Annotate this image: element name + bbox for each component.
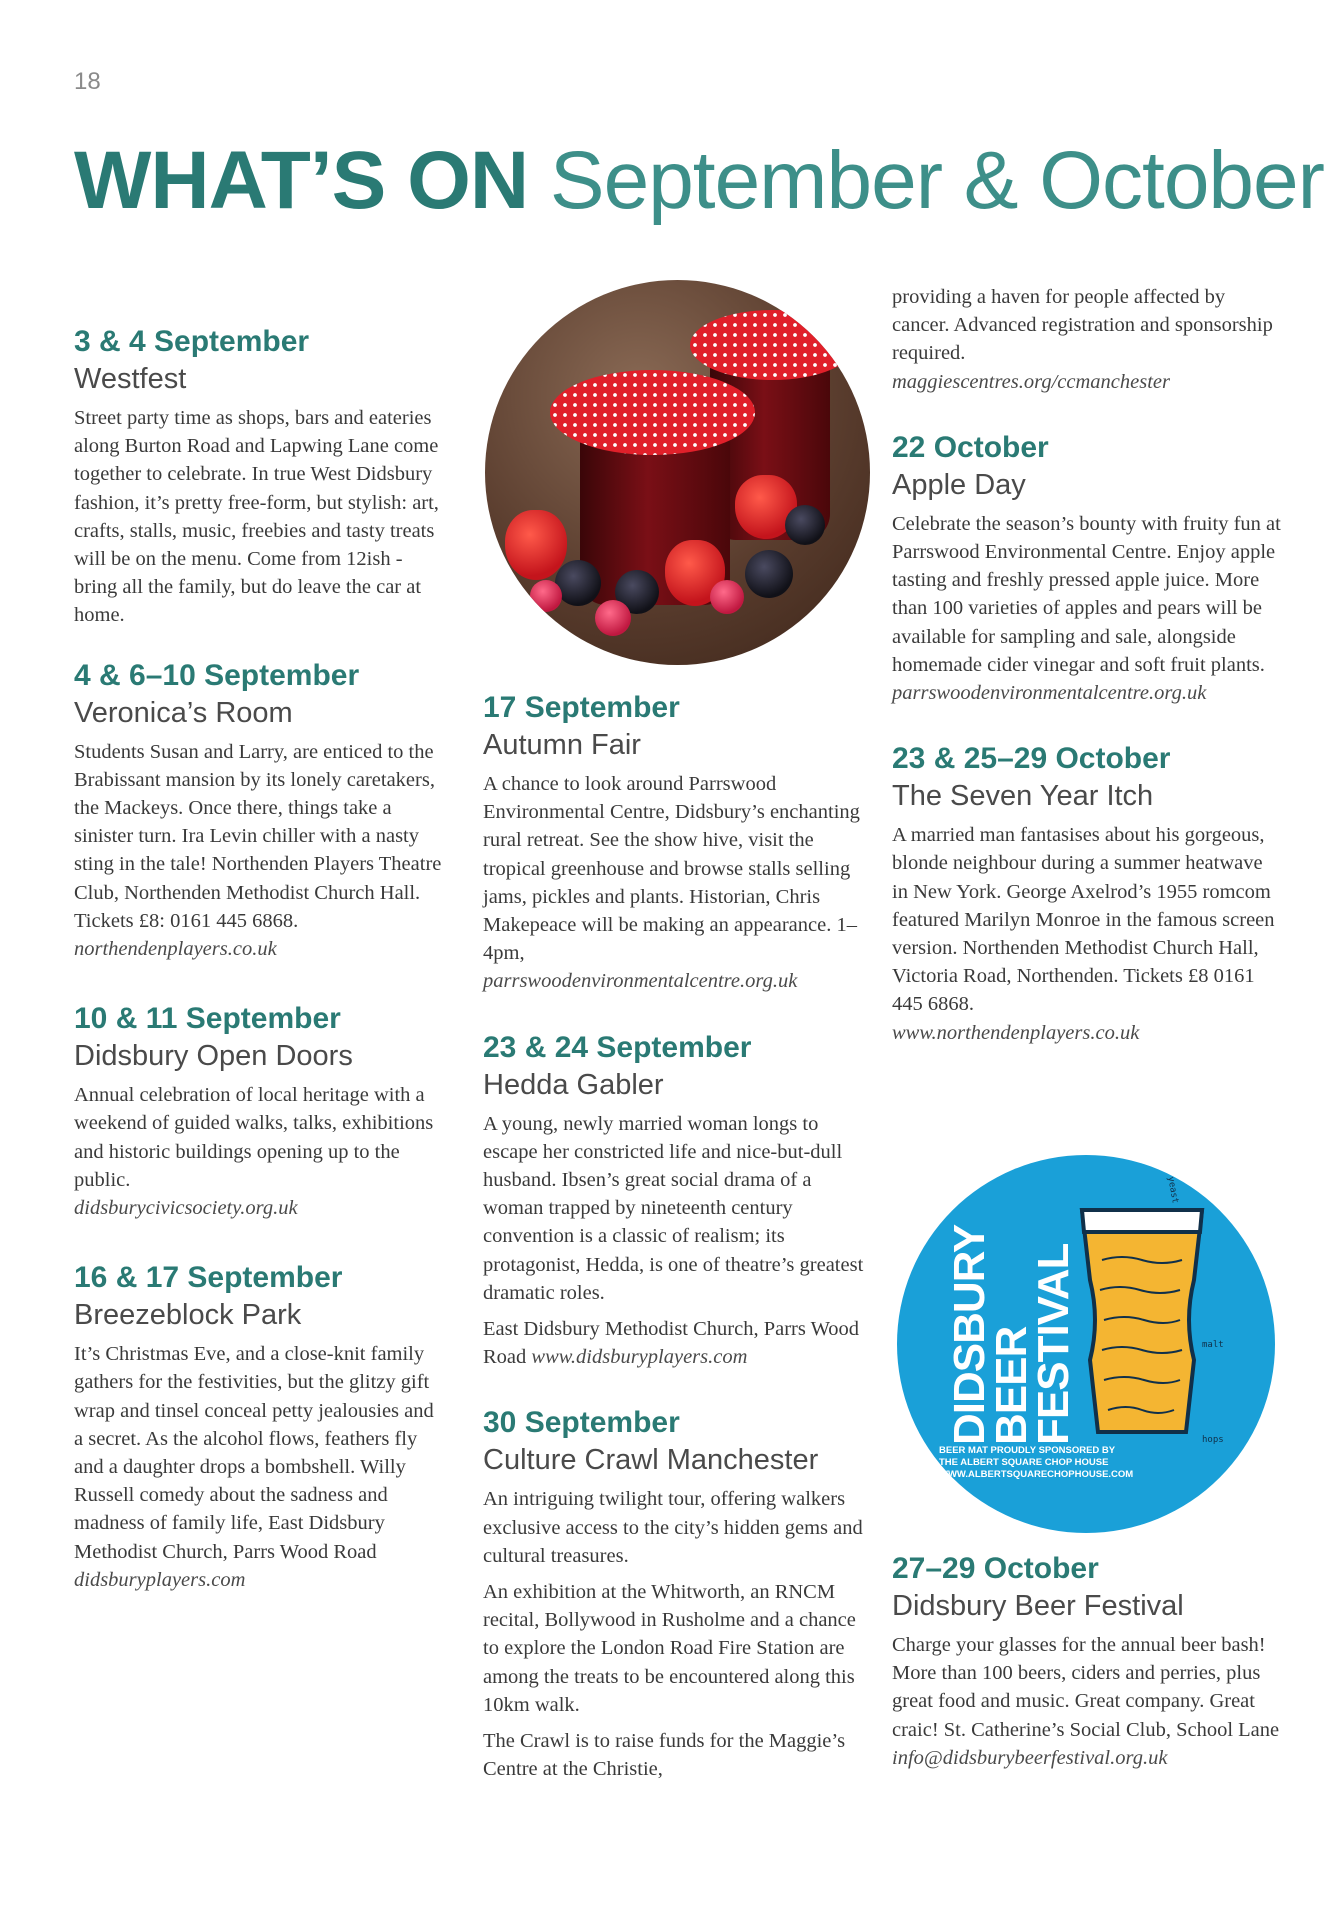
event-name: Hedda Gabler	[483, 1068, 664, 1101]
event-date: 3 & 4 September	[74, 325, 310, 358]
beer-mat-title-line1: DIDSBURY	[945, 1224, 994, 1445]
event-name: Autumn Fair	[483, 729, 641, 761]
sponsor-line: BEER MAT PROUDLY SPONSORED BY	[939, 1445, 1116, 1456]
beer-note-yeast: yeast	[1165, 1175, 1180, 1205]
event-name: Apple Day	[892, 468, 1026, 501]
event-veronicas-room	[74, 658, 446, 964]
event-beer-festival	[892, 1551, 1282, 1772]
sponsor-line: THE ALBERT SQUARE CHOP HOUSE	[939, 1457, 1109, 1468]
event-culture-crawl	[483, 1405, 868, 1783]
blackberry	[785, 505, 825, 545]
event-hedda-gabler	[483, 1030, 868, 1372]
sponsor-line: WWW.ALBERTSQUARECHOPHOUSE.COM	[939, 1469, 1134, 1480]
event-description: providing a haven for people affected by cancer. Advanced registration and sponsorship required.	[892, 286, 1273, 365]
event-open-doors	[74, 1001, 446, 1222]
event-link[interactable]: maggiescentres.org/ccmanchester	[892, 370, 1171, 393]
blackberry	[745, 550, 793, 598]
event-westfest	[74, 324, 446, 630]
event-link[interactable]: info@didsburybeerfestival.org.uk	[892, 1746, 1168, 1769]
event-name: Breezeblock Park	[74, 1299, 302, 1332]
column-3	[892, 283, 1282, 1075]
beer-glass-icon	[1072, 1200, 1212, 1440]
jam-photo	[485, 280, 870, 665]
column-1	[74, 324, 446, 1622]
venue-text: East Didsbury Methodist Church, Parrs Wood Road	[483, 1318, 860, 1369]
event-name: Culture Crawl Manchester	[483, 1444, 819, 1477]
event-date: 27–29 October	[892, 1552, 1099, 1585]
event-description: Celebrate the season’s bounty with fruity fun at Parrswood Environmental Centre. Enjoy apple tasting and freshly pressed apple juice. More than 100 varieties of apples and pears will be available for sampling and sale, alongside homemade cider vinegar and soft fruit plants.	[892, 512, 1281, 676]
beer-mat-sponsor	[939, 1445, 1159, 1481]
raspberry	[595, 600, 631, 636]
event-culture-crawl-continued	[892, 283, 1282, 396]
raspberry	[530, 580, 562, 612]
beer-mat-title-line2: BEER FESTIVAL	[987, 1243, 1078, 1445]
event-link[interactable]: parrswoodenvironmentalcentre.org.uk	[892, 682, 1207, 705]
jam-lid-back	[690, 310, 855, 380]
event-date: 10 & 11 September	[74, 1002, 341, 1036]
event-date: 30 September	[483, 1406, 680, 1440]
event-date: 4 & 6–10 September	[74, 658, 360, 692]
page-title	[74, 135, 1324, 226]
event-seven-year-itch	[892, 741, 1282, 1047]
event-description: A young, newly married woman longs to escape her constricted life and nice-but-dull husband. Ibsen’s great social drama of a woman trapped by nineteenth century convention is a classic of realism; its protagonist, Hedda, is one of theatre’s greatest dramatic roles.	[483, 1112, 864, 1304]
blackberry	[555, 560, 601, 606]
page-number: 18	[74, 68, 101, 95]
event-name: Veronica’s Room	[74, 696, 293, 729]
event-link[interactable]: parrswoodenvironmentalcentre.org.uk	[483, 970, 798, 993]
event-description: An intriguing twilight tour, offering walkers exclusive access to the city’s hidden gems and cultural treasures.	[483, 1488, 863, 1567]
event-name: The Seven Year Itch	[892, 780, 1154, 813]
event-breezeblock-park	[74, 1260, 446, 1594]
event-link[interactable]: www.didsburyplayers.com	[531, 1346, 748, 1369]
event-date: 17 September	[483, 691, 680, 724]
beer-mat-title	[945, 1155, 1078, 1445]
event-description: The Crawl is to raise funds for the Maggie’s Centre at the Christie,	[483, 1730, 846, 1781]
event-date: 23 & 24 September	[483, 1030, 752, 1064]
event-apple-day	[892, 430, 1282, 707]
event-date: 16 & 17 September	[74, 1261, 343, 1295]
raspberry	[710, 580, 744, 614]
event-date: 22 October	[892, 430, 1049, 464]
column-2	[483, 690, 868, 1811]
event-link[interactable]: didsburycivicsociety.org.uk	[74, 1197, 298, 1220]
event-description: Annual celebration of local heritage with a weekend of guided walks, talks, exhibitions and historic buildings opening up to the public.	[74, 1084, 434, 1191]
event-name: Westfest	[74, 363, 187, 395]
event-autumn-fair	[483, 690, 868, 996]
event-name: Didsbury Beer Festival	[892, 1590, 1184, 1622]
event-venue	[483, 1315, 868, 1371]
event-link[interactable]: www.northendenplayers.co.uk	[892, 1021, 1140, 1044]
column-3-bottom	[892, 1551, 1282, 1800]
event-name: Didsbury Open Doors	[74, 1040, 353, 1073]
event-description: Students Susan and Larry, are enticed to the Brabissant mansion by its lonely caretakers, the Mackeys. Once there, things take a sinister turn. Ira Levin chiller with a nasty sting in the tale! Northenden Players Theatre Club, Northenden Methodist Church Hall. Tickets £8: 0161 445 6868.	[74, 740, 442, 932]
event-link[interactable]: didsburyplayers.com	[74, 1568, 246, 1591]
beer-festival-mat	[897, 1155, 1275, 1533]
event-description: Charge your glasses for the annual beer bash! More than 100 beers, ciders and perries, plus great food and music. Great company. Great craic! St. Catherine’s Social Club, School Lane	[892, 1634, 1280, 1741]
beer-note-hops: hops	[1202, 1435, 1224, 1445]
event-description: It’s Christmas Eve, and a close-knit family gathers for the festivities, but the glitzy gift wrap and tinsel conceal petty jealousies and a secret. As the alcohol flows, feathers fly and a daughter drops a bombshell. Willy Russell comedy about the sadness and madness of family life, East Didsbury Methodist Church, Parrs Wood Road	[74, 1343, 434, 1563]
strawberry	[505, 510, 567, 580]
beer-note-malt: malt	[1202, 1340, 1224, 1350]
event-description: Street party time as shops, bars and eateries along Burton Road and Lapwing Lane come together to celebrate. In true West Didsbury fashion, it’s pretty free-form, but stylish: art, crafts, stalls, music, freebies and tasty treats will be on the menu. Come from 12ish - bring all the family, but do leave the car at home.	[74, 407, 439, 627]
title-light: September & October	[549, 135, 1324, 226]
event-link[interactable]: northendenplayers.co.uk	[74, 938, 277, 961]
event-description: An exhibition at the Whitworth, an RNCM recital, Bollywood in Rusholme and a chance to explore the London Road Fire Station are among the treats to be encountered along this 10km walk.	[483, 1581, 856, 1716]
title-bold: WHAT’S ON	[74, 135, 529, 226]
event-date: 23 & 25–29 October	[892, 742, 1171, 776]
event-description: A married man fantasises about his gorgeous, blonde neighbour during a summer heatwave in New York. George Axelrod’s 1955 romcom featured Marilyn Monroe in the famous screen version. Northenden Methodist Church Hall, Victoria Road, Northenden. Tickets £8 0161 445 6868.	[892, 824, 1275, 1016]
event-description: A chance to look around Parrswood Environmental Centre, Didsbury’s enchanting rural retreat. See the show hive, visit the tropical greenhouse and browse stalls selling jams, pickles and plants. Historian, Chris Makepeace will be making an appearance. 1–4pm,	[483, 773, 860, 965]
jam-lid-front	[550, 370, 755, 455]
